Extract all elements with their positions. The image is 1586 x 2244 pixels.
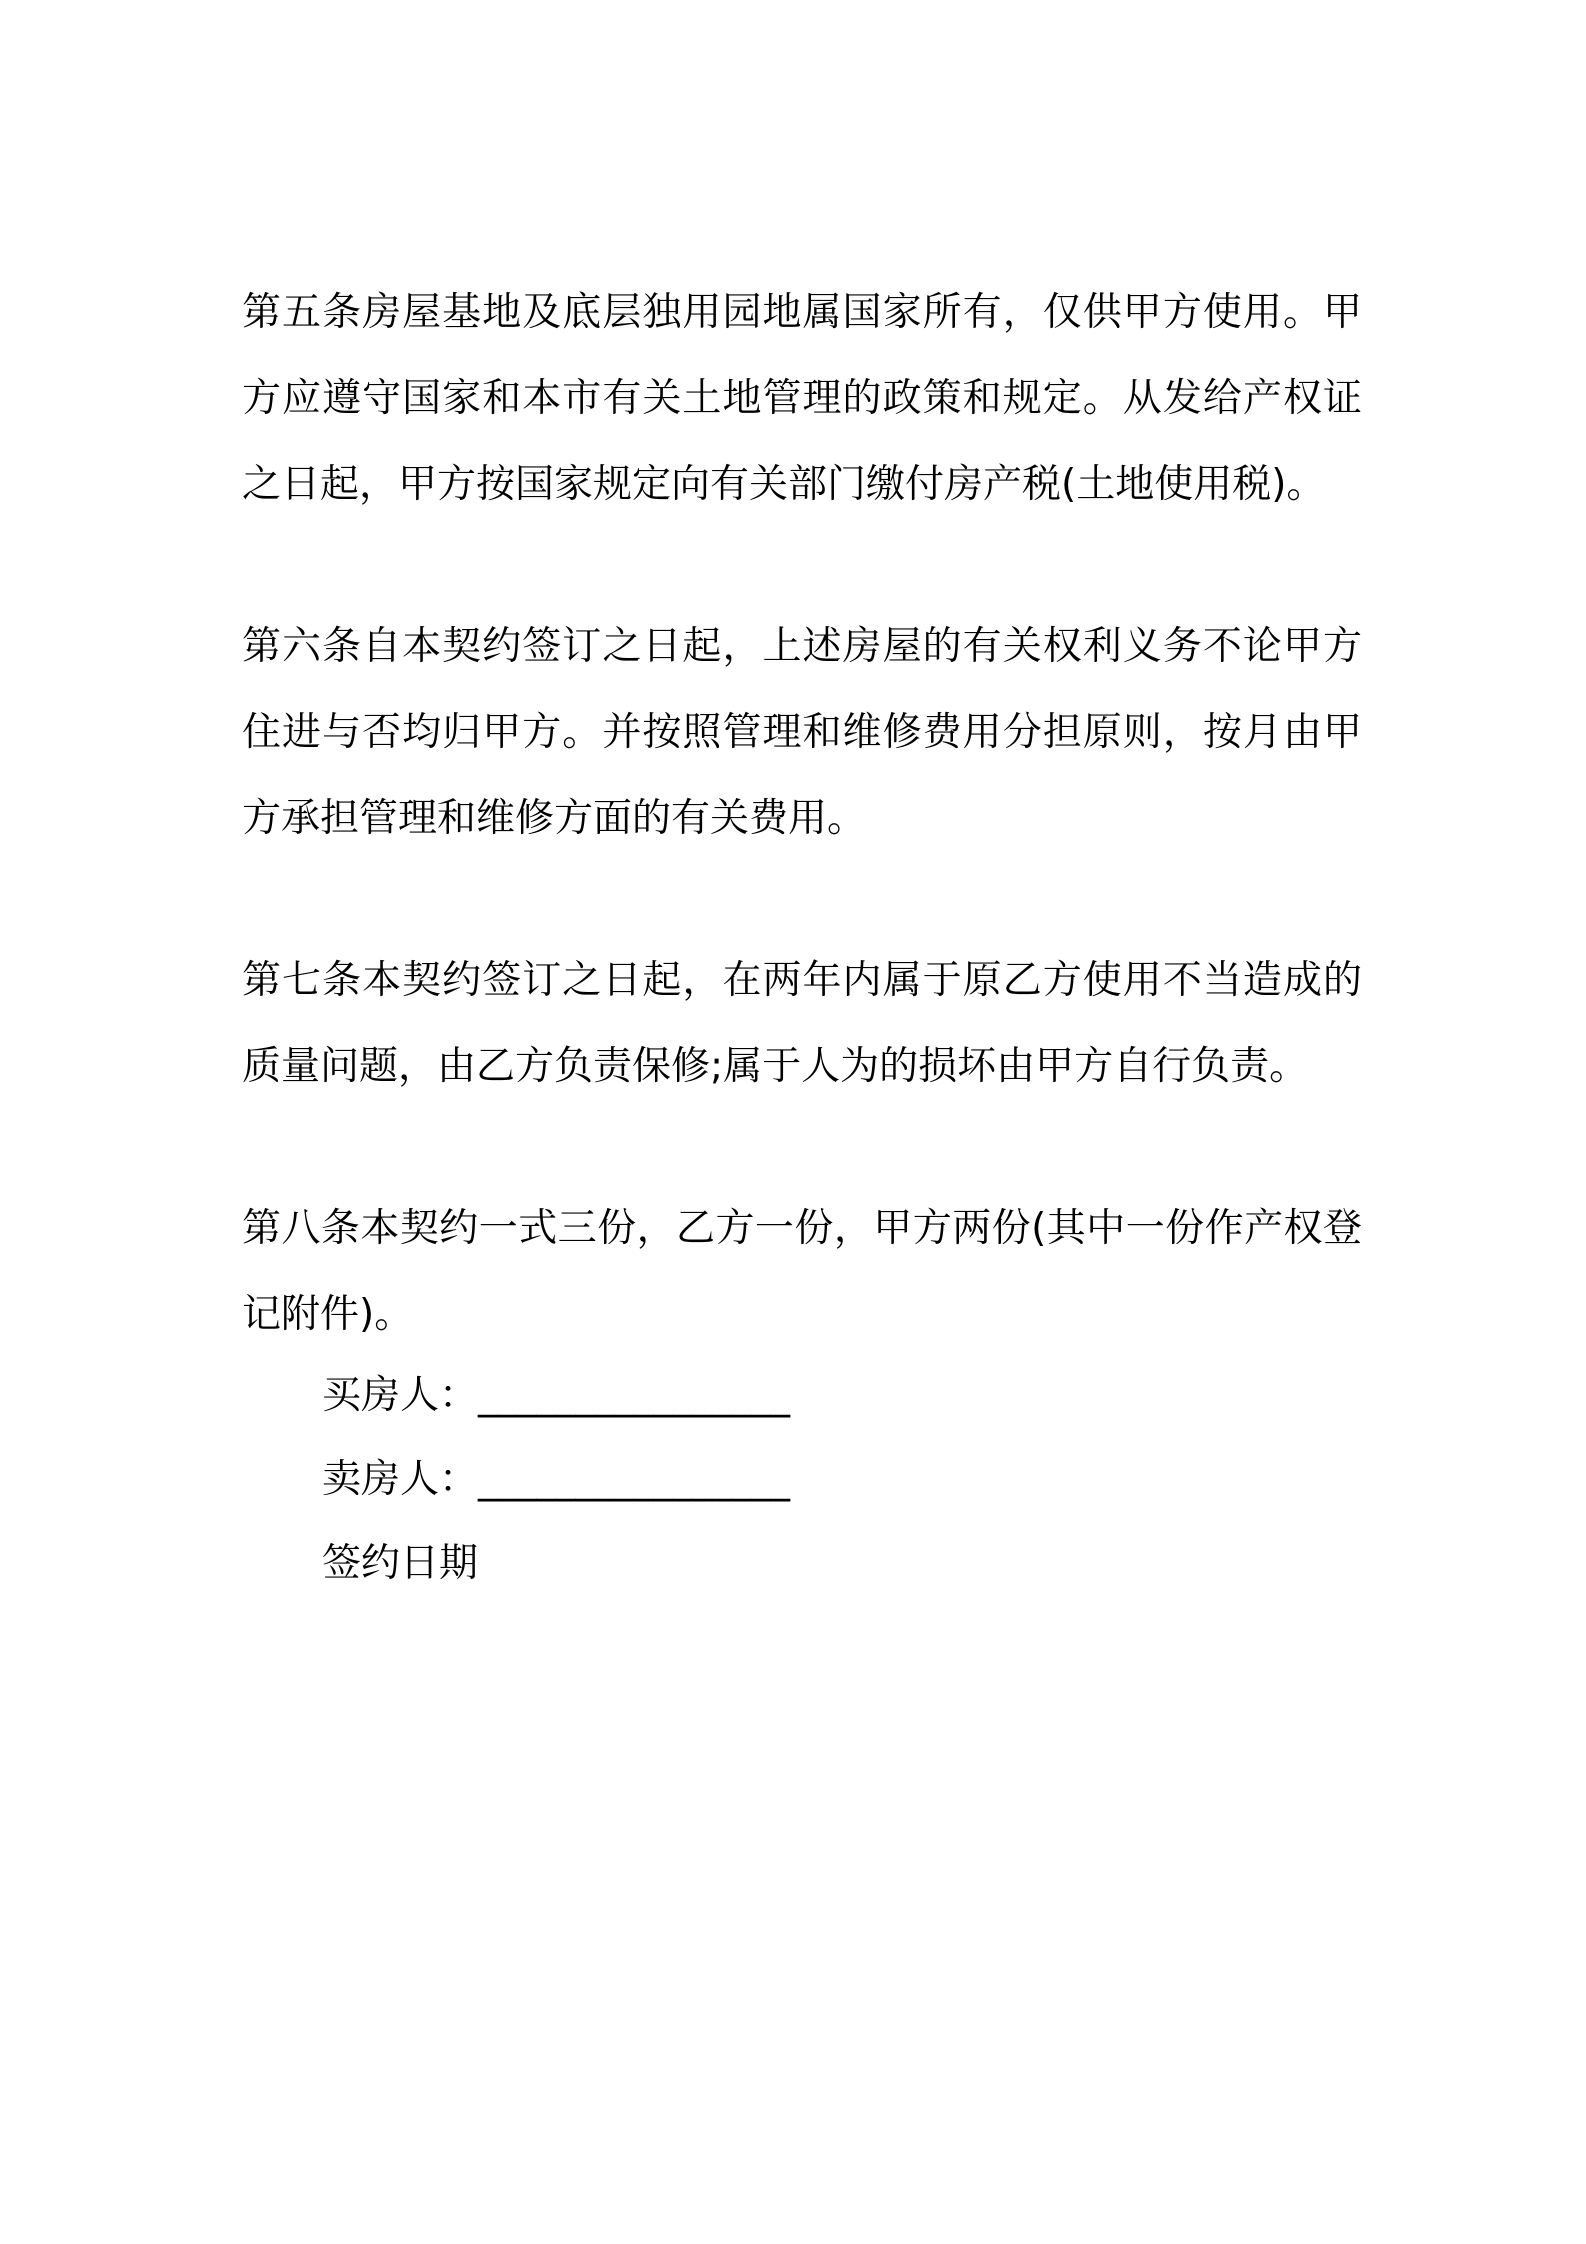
article-7: 第七条本契约签订之日起，在两年内属于原乙方使用不当造成的质量问题，由乙方负责保修;属于人为的损坏由甲方自行负责。 bbox=[242, 958, 1362, 1089]
article-5: 第五条房屋基地及底层独用园地属国家所有，仅供甲方使用。甲方应遵守国家和本市有关土地管理的政策和规定。从发给产权证之日起，甲方按国家规定向有关部门缴付房产税(土地使用税)。 bbox=[242, 290, 1362, 507]
seller-signature-line: 卖房人：________________ bbox=[322, 1457, 791, 1502]
buyer-signature-line: 买房人：________________ bbox=[322, 1373, 791, 1418]
signing-date-label: 签约日期 bbox=[322, 1541, 479, 1586]
article-8: 第八条本契约一式三份，乙方一份，甲方两份(其中一份作产权登记附件)。 bbox=[242, 1206, 1362, 1337]
article-6: 第六条自本契约签订之日起，上述房屋的有关权利义务不论甲方住进与否均归甲方。并按照管理和维修费用分担原则，按月由甲方承担管理和维修方面的有关费用。 bbox=[242, 624, 1362, 841]
